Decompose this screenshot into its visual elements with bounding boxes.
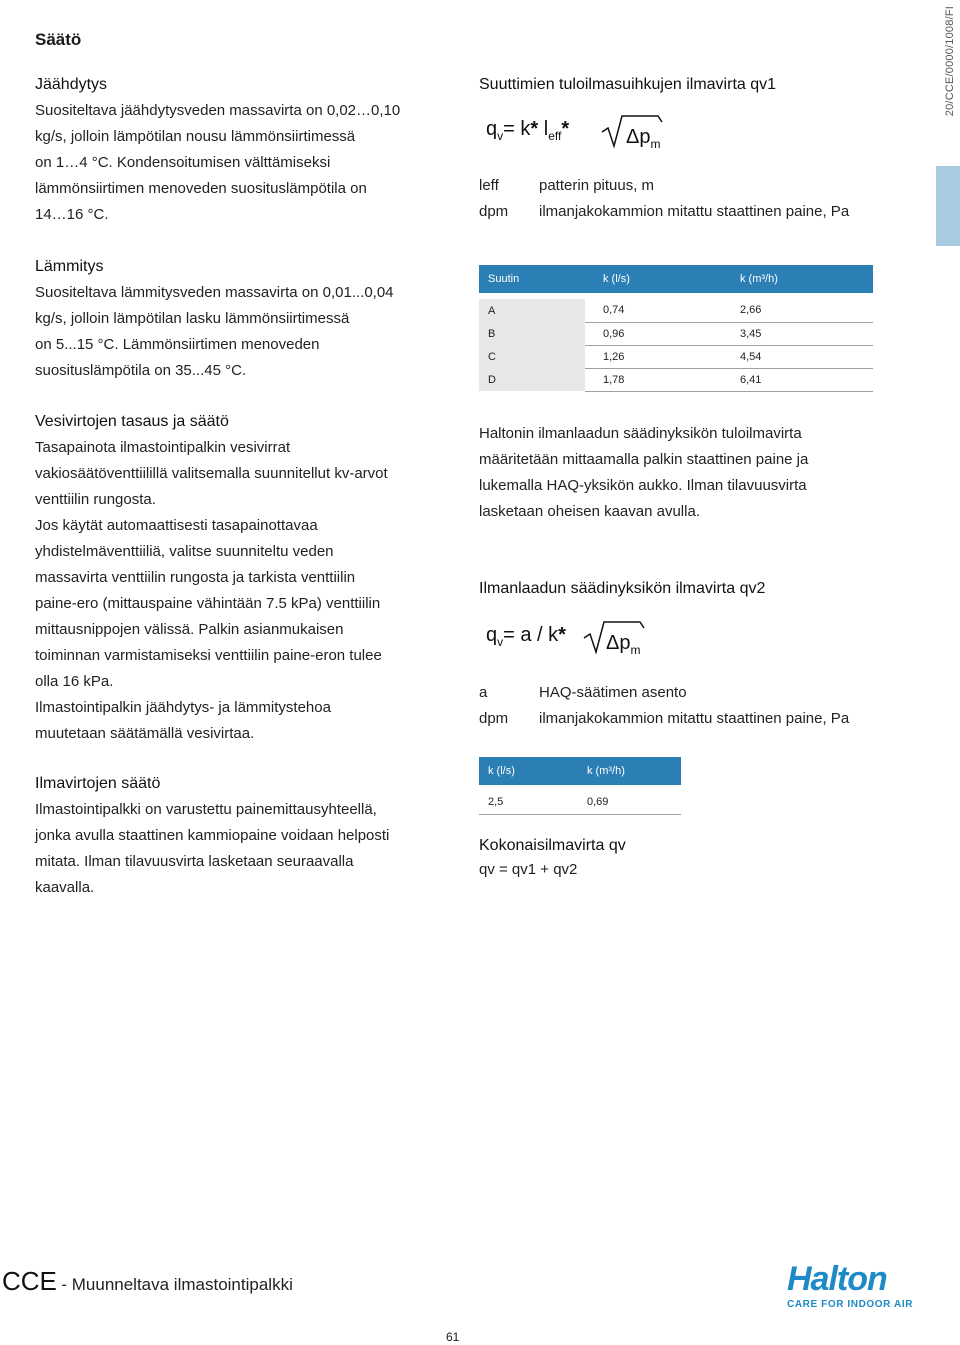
table-header: k (l/s)	[603, 273, 630, 285]
water-balance-section	[35, 411, 465, 747]
text-line: lukemalla HAQ-yksikön aukko. Ilman tilavuusvirta	[479, 477, 807, 494]
text-line: kg/s, jolloin lämpötilan lasku lämmönsiirtimessä	[35, 310, 350, 327]
formula-q: q	[486, 118, 498, 140]
text-line: on 1…4 °C. Kondensoitumisen välttämiseksi	[35, 154, 331, 171]
formula-q: q	[486, 624, 498, 646]
formula-star: *	[530, 118, 539, 140]
text-line: muutetaan säätämällä vesivirtaa.	[35, 725, 255, 742]
text-line: vakiosäätöventtiilillä valitsemalla suunnitellut kv-arvot	[35, 465, 388, 482]
text-line: yhdistelmäventtiiliä, valitse suunniteltu veden	[35, 543, 334, 560]
footer-product	[2, 1266, 293, 1297]
table-cell: C	[479, 345, 585, 368]
formula-delta: $\Delta p_m$	[606, 632, 641, 657]
definition-text: ilmanjakokammion mitattu staattinen paine, Pa	[539, 203, 850, 220]
table-cell: 3,45	[730, 322, 873, 345]
definition-symbol: dpm	[479, 710, 509, 727]
heating-section	[35, 256, 455, 384]
table-header-row	[479, 265, 873, 293]
heating-text	[35, 280, 455, 384]
table-row	[479, 368, 873, 391]
table-cell: D	[479, 368, 585, 391]
formula-q-sub: v	[497, 635, 504, 649]
table-cell: 0,74	[585, 299, 730, 322]
text-line: jonka avulla staattinen kammiopaine voidaan helposti	[35, 827, 390, 844]
text-line: Suositeltava jäähdytysveden massavirta on 0,02…0,10	[35, 102, 401, 119]
page-title: Säätö	[35, 30, 82, 49]
formula-eq: = k	[503, 118, 531, 140]
airflow-control-heading: Ilmavirtojen säätö	[35, 775, 161, 792]
table-cell: 1,26	[585, 345, 730, 368]
table-cell: 4,54	[730, 345, 873, 368]
table-cell: 1,78	[585, 368, 730, 391]
nozzle-flow-formula	[486, 118, 686, 162]
nozzle-flow-heading: Suuttimien tuloilmasuihkujen ilmavirta qv1	[479, 76, 777, 93]
table-header: Suutin	[488, 273, 520, 285]
definition-text: HAQ-säätimen asento	[539, 684, 687, 701]
definition-symbol: dpm	[479, 203, 509, 220]
definition-symbol: leff	[479, 177, 499, 194]
definition-leff	[479, 177, 654, 194]
text-line: suosituslämpötila on 35...45 °C.	[35, 362, 247, 379]
water-balance-heading: Vesivirtojen tasaus ja säätö	[35, 413, 229, 430]
text-line: paine-ero (mittauspaine vähintään 7.5 kPa) venttiilin	[35, 595, 381, 612]
product-code: CCE	[2, 1266, 57, 1296]
formula-l: l	[543, 118, 549, 140]
haq-formula	[486, 624, 686, 668]
formula-star: *	[561, 118, 570, 140]
text-line: mittausnippojen välissä. Palkin asianmukaisen	[35, 621, 344, 638]
table-cell: A	[479, 299, 585, 322]
formula-star: *	[558, 624, 566, 646]
table-header: k (m³/h)	[740, 273, 778, 285]
table-cell: 2,5	[479, 791, 581, 814]
formula-eq: = a / k	[503, 624, 559, 646]
text-line: massavirta venttiilin rungosta ja tarkista venttiilin	[35, 569, 356, 586]
table-cell: 0,96	[585, 322, 730, 345]
text-line: venttiilin rungosta.	[35, 491, 156, 508]
cooling-text	[35, 98, 455, 228]
logo-wordmark: Halton	[787, 1260, 887, 1298]
text-line: Tasapainota ilmastointipalkin vesivirrat	[35, 439, 291, 456]
definition-symbol: a	[479, 684, 488, 701]
text-line: on 5...15 °C. Lämmönsiirtimen menoveden	[35, 336, 320, 353]
haq-text	[479, 421, 919, 525]
table-row	[479, 322, 873, 345]
text-line: mitata. Ilman tilavuusvirta lasketaan seuraavalla	[35, 853, 354, 870]
haq-k-table	[479, 757, 681, 815]
text-line: olla 16 kPa.	[35, 673, 114, 690]
text-line: 14…16 °C.	[35, 206, 109, 223]
haq-heading: Ilmanlaadun säädinyksikön ilmavirta qv2	[479, 580, 766, 597]
total-heading: Kokonaisilmavirta qv	[479, 837, 626, 854]
text-line: Jos käytät automaattisesti tasapainottavaa	[35, 517, 318, 534]
definition-a	[479, 684, 687, 701]
table-row	[479, 345, 873, 368]
cooling-section	[35, 74, 455, 228]
text-line: määritetään mittaamalla palkin staattinen paine ja	[479, 451, 809, 468]
nozzle-k-table	[479, 265, 873, 392]
halton-logo	[787, 1260, 917, 1310]
table-cell: 2,66	[730, 299, 873, 322]
document-code: 20/CCE/0000/1008/FI	[944, 6, 956, 117]
water-balance-text	[35, 435, 465, 747]
table-header: k (l/s)	[488, 765, 515, 777]
table-header: k (m³/h)	[587, 765, 625, 777]
table-row	[479, 299, 873, 322]
total-formula: qv = qv1 + qv2	[479, 861, 578, 878]
table-cell: 6,41	[730, 368, 873, 391]
heating-heading: Lämmitys	[35, 258, 104, 275]
definition-dpm	[479, 203, 849, 220]
text-line: Haltonin ilmanlaadun säädinyksikön tuloilmavirta	[479, 425, 802, 442]
text-line: Suositeltava lämmitysveden massavirta on 0,01...0,04	[35, 284, 394, 301]
definition-text: patterin pituus, m	[539, 177, 655, 194]
text-line: lasketaan oheisen kaavan avulla.	[479, 503, 700, 520]
airflow-control-section	[35, 773, 465, 901]
table-cell: 0,69	[581, 791, 681, 814]
formula-l-sub: eff	[548, 129, 562, 143]
page-number: 61	[446, 1330, 460, 1344]
cooling-heading: Jäähdytys	[35, 76, 108, 93]
text-line: toiminnan varmistamiseksi venttiilin paine-eron tulee	[35, 647, 382, 664]
definition-text: ilmanjakokammion mitattu staattinen paine, Pa	[539, 710, 850, 727]
formula-q-sub: v	[497, 129, 504, 143]
text-line: Ilmastointipalkki on varustettu painemittausyhteellä,	[35, 801, 377, 818]
definition-dpm	[479, 710, 849, 727]
table-row	[479, 791, 681, 814]
logo-tagline: CARE FOR INDOOR AIR	[787, 1299, 914, 1310]
formula-delta: $\Delta p_m$	[626, 126, 661, 151]
airflow-control-text	[35, 797, 465, 901]
table-cell: B	[479, 322, 585, 345]
text-line: lämmönsiirtimen menoveden suosituslämpötila on	[35, 180, 367, 197]
text-line: Ilmastointipalkin jäähdytys- ja lämmitystehoa	[35, 699, 331, 716]
side-tab-marker	[936, 166, 960, 246]
text-line: kg/s, jolloin lämpötilan nousu lämmönsiirtimessä	[35, 128, 356, 145]
table-header-row	[479, 757, 681, 785]
product-name: - Muunneltava ilmastointipalkki	[61, 1275, 293, 1294]
text-line: kaavalla.	[35, 879, 95, 896]
